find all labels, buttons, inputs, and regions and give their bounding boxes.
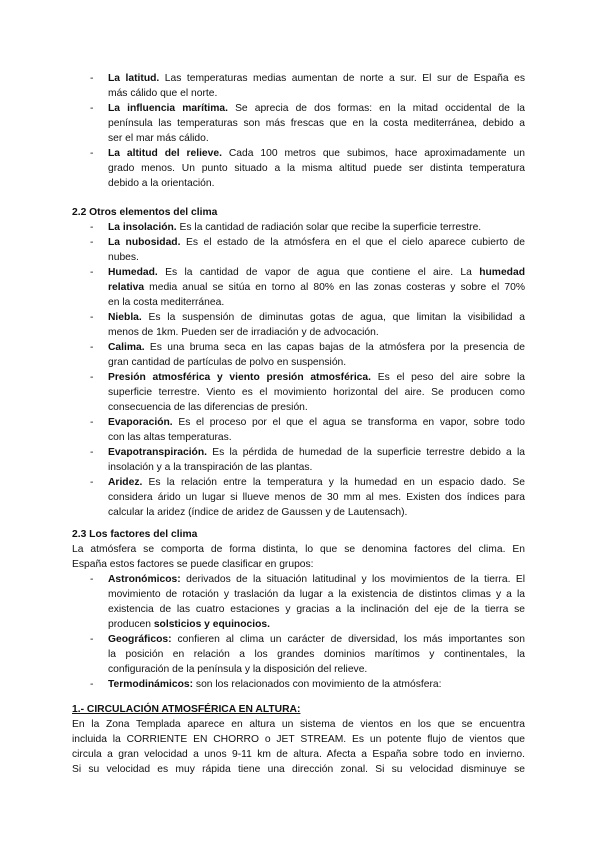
- list-item-cont: movimiento de rotación y traslación da lugar a la existencia de distintos climas y a la: [108, 589, 525, 600]
- list-item: Termodinámicos: son los relacionados con movimiento de la atmósfera:: [108, 679, 442, 690]
- paragraph-line: circula a gran velocidad a unos 9-11 km de altura. Afecta a España sobre todo en invierno.: [72, 749, 525, 760]
- list-item-cont: configuración de la península y la disposición del relieve.: [108, 664, 368, 675]
- list-item-cont: en la costa mediterránea.: [108, 297, 225, 308]
- paragraph-line: En la Zona Templada aparece en altura un sistema de vientos en los que se encuentra: [72, 719, 525, 730]
- list-item-cont: superficie terrestre. Viento es el movimiento horizontal del aire. Se producen como: [108, 387, 525, 398]
- list-item: La insolación. Es la cantidad de radiación solar que recibe la superficie terrestre.: [108, 222, 482, 233]
- list-item-cont: consecuencia de las diferencias de presión.: [108, 402, 308, 413]
- bullet: -: [90, 477, 94, 488]
- bullet: -: [90, 342, 94, 353]
- bullet: -: [90, 372, 94, 383]
- list-item: Astronómicos: derivados de la situación latitudinal y los movimientos de la tierra. El: [108, 574, 525, 585]
- list-item-cont: relativa media anual se sitúa en torno al 80% en las zonas costeras y sobre el 70%: [108, 282, 525, 293]
- list-item-cont: insolación y a la transpiración de las plantas.: [108, 462, 313, 473]
- list-item: Humedad. Es la cantidad de vapor de agua que contiene el aire. La humedad: [108, 267, 525, 278]
- section-heading: 2.3 Los factores del clima: [72, 529, 198, 540]
- bullet: -: [90, 148, 94, 159]
- list-item: La latitud. Las temperaturas medias aumentan de norte a sur. El sur de España es: [108, 73, 525, 84]
- list-item: Calima. Es una bruma seca en las capas bajas de la atmósfera por la presencia de: [108, 342, 525, 353]
- bullet: -: [90, 73, 94, 84]
- list-item-cont: calcular la aridez (índice de aridez de Gaussen y de Lautensach).: [108, 507, 408, 518]
- paragraph-line: La atmósfera se comporta de forma distinta, lo que se denomina factores del clima. En: [72, 544, 525, 555]
- list-item-cont: la posición en relación a los grandes dominios marítimos y continentales, la: [108, 649, 525, 660]
- paragraph-line: Si su velocidad es muy rápida tiene una dirección zonal. Si su velocidad disminuye se: [72, 764, 525, 775]
- list-item-cont: existencia de las cuatro estaciones y gracias a la inclinación del eje de la tierra se: [108, 604, 525, 615]
- list-item: Evaporación. Es el proceso por el que el agua se transforma en vapor, sobre todo: [108, 417, 525, 428]
- list-item: Niebla. Es la suspensión de diminutas gotas de agua, que limitan la visibilidad a: [108, 312, 525, 323]
- bullet: -: [90, 312, 94, 323]
- list-item: La altitud del relieve. Cada 100 metros que subimos, hace aproximadamente un: [108, 148, 525, 159]
- list-item-cont: considera árido un lugar si llueve menos de 30 mm al mes. Existen dos índices para: [108, 492, 525, 503]
- section-heading: 1.- CIRCULACIÓN ATMOSFÉRICA EN ALTURA:: [72, 704, 301, 715]
- bullet: -: [90, 679, 94, 690]
- list-item-cont: gran cantidad de partículas de polvo en suspensión.: [108, 357, 347, 368]
- list-item: Presión atmosférica y viento presión atmosférica. Es el peso del aire sobre la: [108, 372, 525, 383]
- bullet: -: [90, 267, 94, 278]
- list-item: Aridez. Es la relación entre la temperatura y la humedad en un espacio dado. Se: [108, 477, 525, 488]
- list-item-cont: debido a la orientación.: [108, 178, 215, 189]
- list-item-cont: ser el mar más cálido.: [108, 133, 209, 144]
- list-item: La influencia marítima. Se aprecia de dos formas: en la mitad occidental de la: [108, 103, 525, 114]
- list-item: La nubosidad. Es el estado de la atmósfera en el que el cielo aparece cubierto de: [108, 237, 525, 248]
- list-item-cont: península las temperaturas son más frescas que en la costa mediterránea, debido a: [108, 118, 525, 129]
- paragraph-line: incluida la CORRIENTE EN CHORRO o JET STREAM. Es un potente flujo de vientos que: [72, 734, 525, 745]
- paragraph-line: España estos factores se puede clasificar en grupos:: [72, 559, 314, 570]
- list-item-cont: más cálido que el norte.: [108, 88, 218, 99]
- section-heading: 2.2 Otros elementos del clima: [72, 207, 218, 218]
- bullet: -: [90, 634, 94, 645]
- bullet: -: [90, 417, 94, 428]
- bullet: -: [90, 103, 94, 114]
- list-item: Geográficos: confieren al clima un carácter de diversidad, los más importantes son: [108, 634, 525, 645]
- bullet: -: [90, 237, 94, 248]
- list-item-cont: grado menos. Un punto situado a la misma altitud puede ser distinta temperatura: [108, 163, 525, 174]
- list-item-cont: producen solsticios y equinocios.: [108, 619, 270, 630]
- list-item-cont: con las altas temperaturas.: [108, 432, 232, 443]
- bullet: -: [90, 574, 94, 585]
- list-item-cont: nubes.: [108, 252, 139, 263]
- bullet: -: [90, 447, 94, 458]
- bullet: -: [90, 222, 94, 233]
- list-item-cont: menos de 1km. Pueden ser de irradiación y de advocación.: [108, 327, 379, 338]
- list-item: Evapotranspiración. Es la pérdida de humedad de la superficie terrestre debido a la: [108, 447, 525, 458]
